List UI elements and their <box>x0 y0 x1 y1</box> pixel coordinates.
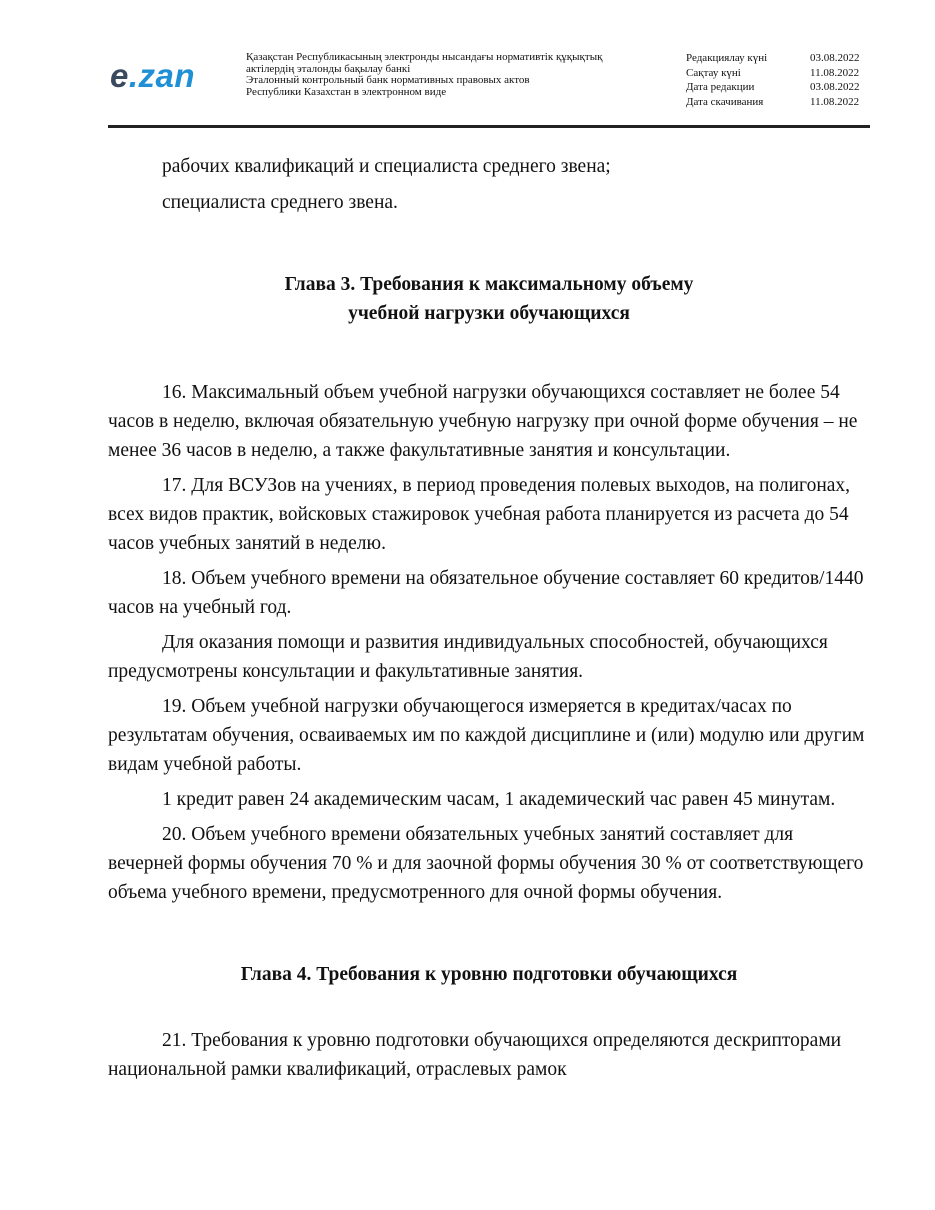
meta-row-save-date-kz <box>686 66 866 81</box>
meta-row-download-date-ru <box>686 95 866 110</box>
meta-row-edit-date-kz <box>686 51 866 66</box>
chapter-4-title-line-1: Глава 4. Требования к уровню подготовки обучающихся <box>240 964 738 985</box>
description-line: Республики Казахстан в электронном виде <box>246 85 447 98</box>
paragraph-19-credit: 1 кредит равен 24 академическим часам, 1 академический час равен 45 минутам. <box>162 789 836 810</box>
logo-zan: zan <box>138 57 196 94</box>
document-body <box>108 152 870 1090</box>
paragraph-18: 18. Объем учебного времени на обязательное обучение составляет 60 кредитов/1440 часов на учебный год. <box>108 568 864 618</box>
chapter-3-title-line-2: учебной нагрузки обучающихся <box>348 303 630 324</box>
meta-value: 03.08.2022 <box>810 52 860 64</box>
logo-dot: . <box>128 57 139 94</box>
chapter-4-heading <box>108 960 870 989</box>
document-dates <box>686 51 866 109</box>
paragraph-19: 19. Объем учебной нагрузки обучающегося измеряется в кредитах/часах по результатам обучения, осваиваемых им по каждой дисциплине и (или) модулю или другим видам учебной работы. <box>108 696 865 775</box>
chapter-3-title-line-1: Глава 3. Требования к максимальному объему <box>284 274 694 295</box>
meta-value: 11.08.2022 <box>810 66 860 79</box>
bank-description <box>246 52 666 98</box>
document-header <box>0 0 935 130</box>
meta-row-edit-date-ru <box>686 80 866 95</box>
paragraph-18-note: Для оказания помощи и развития индивидуальных способностей, обучающихся предусмотрены консультации и факультативные занятия. <box>108 632 828 682</box>
meta-label: Редакциялау күні <box>686 52 768 64</box>
paragraph-16: 16. Максимальный объем учебной нагрузки обучающихся составляет не более 54 часов в неделю, включая обязательную учебную нагрузку при очной форме обучения – не менее 36 часов в неделю, а также факультативные занятия и консультации. <box>108 382 858 461</box>
header-divider <box>108 125 870 128</box>
intro-line: специалиста среднего звена. <box>162 192 398 213</box>
paragraph-17: 17. Для ВСУЗов на учениях, в период проведения полевых выходов, на полигонах, всех видов практик, войсковых стажировок учебная работа планируется из расчета до 54 часов учебных занятий в неделю. <box>108 475 851 554</box>
description-line: актілердің эталонды бақылау банкі <box>246 62 411 75</box>
meta-value: 03.08.2022 <box>810 81 860 93</box>
meta-value: 11.08.2022 <box>810 95 860 108</box>
paragraph-21: 21. Требования к уровню подготовки обучающихся определяются дескрипторами национальной рамки квалификаций, отраслевых рамок <box>108 1030 842 1080</box>
chapter-3-heading <box>108 270 870 328</box>
description-line: Қазақстан Республикасының электронды нысандағы нормативтік құқықтық <box>246 51 603 63</box>
description-line: Эталонный контрольный банк нормативных правовых актов <box>246 74 530 86</box>
meta-label: Дата скачивания <box>686 95 764 108</box>
meta-label: Сақтау күні <box>686 66 741 79</box>
ezan-logo[interactable] <box>110 56 195 96</box>
paragraph-20: 20. Объем учебного времени обязательных учебных занятий составляет для вечерней формы обучения 70 % и для заочной формы обучения 30 % от соответствующего объема учебного времени, предусмотренного для очной формы обучения. <box>108 824 864 903</box>
meta-label: Дата редакции <box>686 81 755 93</box>
logo-e: e <box>110 57 129 94</box>
intro-line: рабочих квалификаций и специалиста среднего звена; <box>162 156 611 177</box>
